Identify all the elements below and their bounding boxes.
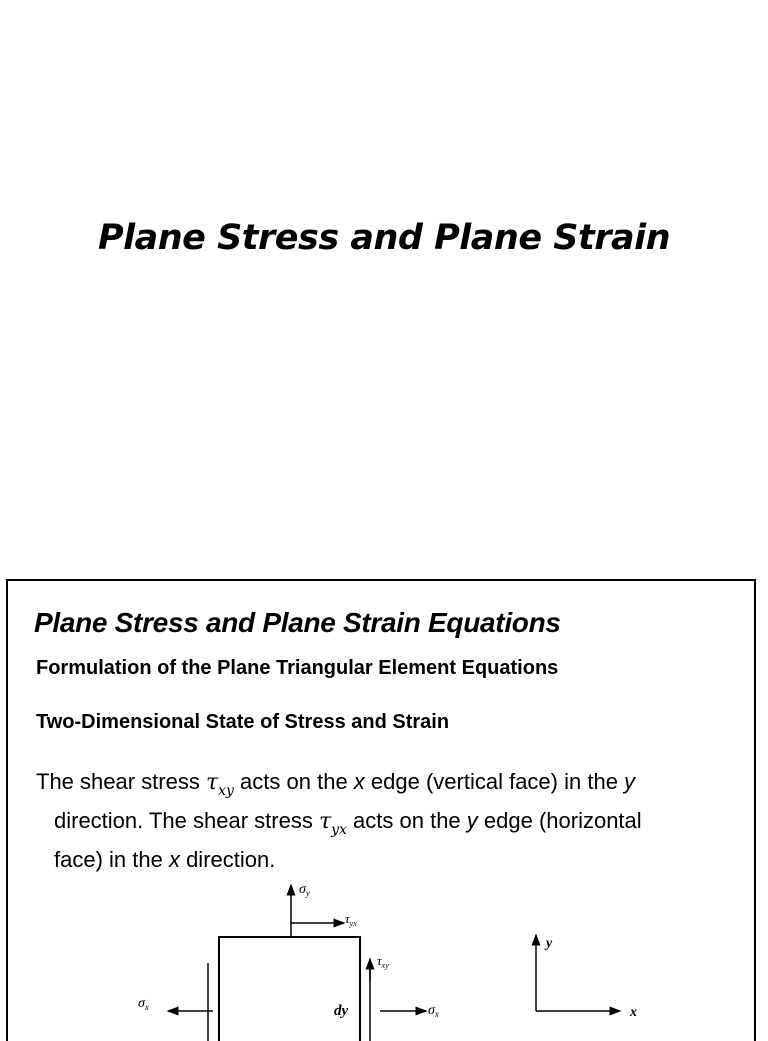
sigma-x-left-label: $\sigma_x$ [138,996,149,1012]
x-variable: x [353,769,365,794]
tau-yx-label: $\tau_{yx}$ [345,911,357,928]
tau-yx-symbol: $\tau_{yx}$ [318,809,347,838]
axis-x-label: x [630,1005,637,1020]
text-run: direction. [179,847,276,872]
x-variable: x [168,847,180,872]
text-run: direction. The shear stress [54,808,319,833]
text-run: edge (horizontal [477,808,642,833]
sigma-x-right-label: $\sigma_x$ [428,1003,439,1019]
content-slide [6,579,756,1041]
stress-element-outline [219,937,360,1041]
stress-element-diagram [8,871,754,1041]
axis-y-label: y [546,936,553,951]
text-run: acts on the [346,808,467,833]
dy-label: dy [334,1003,349,1019]
tau-xy-label: $\tau_{xy}$ [377,953,389,970]
subtitle-state-of-stress: Two-Dimensional State of Stress and Strain [36,711,450,733]
slide-title: Plane Stress and Plane Strain Equations [34,607,561,638]
sigma-y-label: $\sigma_y$ [299,882,310,898]
text-run: acts on the [233,769,354,794]
text-run: face) in the [54,847,169,872]
y-variable: y [466,808,478,833]
shear-stress-paragraph [36,767,736,875]
page-title: Plane Stress and Plane Strain [97,218,670,258]
text-run: edge (vertical face) in the [364,769,625,794]
subtitle-formulation: Formulation of the Plane Triangular Element Equations [36,657,559,679]
tau-xy-symbol: $\tau_{xy}$ [205,770,234,799]
y-variable: y [624,769,636,794]
paragraph-line-2 [36,806,736,845]
text-run: The shear stress [36,769,206,794]
paragraph-line-1 [36,767,736,806]
